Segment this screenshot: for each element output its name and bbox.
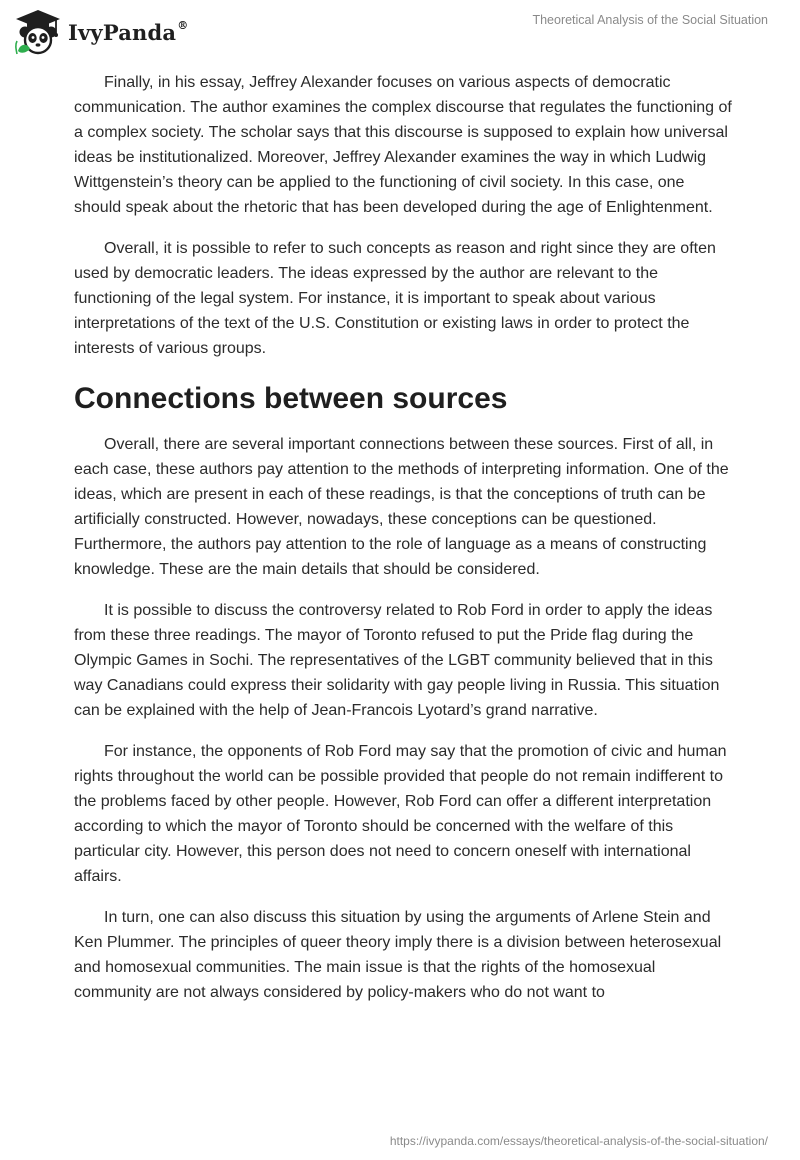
paragraph: It is possible to discuss the controversy related to Rob Ford in order to apply the ideas from these three readings. The mayor of Toronto refused to put the Pride flag during the Olympic Games in Sochi. The representatives of the LGBT community believed that in this way Canadians could express their solidarity with gay people living in Russia. This situation can be explained with the help of Jean-Francois Lyotard’s grand narrative. xyxy=(74,602,720,719)
source-url-link[interactable]: https://ivypanda.com/essays/theoretical-analysis-of-the-social-situation/ xyxy=(389,1134,768,1148)
section-heading: Connections between sources xyxy=(74,382,508,415)
registered-mark: ® xyxy=(177,18,189,32)
page-header xyxy=(0,0,800,64)
document-title: Theoretical Analysis of the Social Situation xyxy=(532,13,768,27)
panda-graduate-icon xyxy=(14,7,62,57)
paragraph: Overall, there are several important connections between these sources. First of all, in each case, these authors pay attention to the methods of interpreting information. One of the ideas, which are present in each of these readings, is that the conceptions of truth can be artificially constructed. However, nowadays, these conceptions can be questioned. Furthermore, the authors pay attention to the role of language as a means of constructing knowledge. These are the main details that should be considered. xyxy=(74,436,729,578)
paragraph: Finally, in his essay, Jeffrey Alexander focuses on various aspects of democratic communication. The author examines the complex discourse that regulates the functioning of a complex society. The scholar says that this discourse is supposed to explain how universal ideas be institutionalized. Moreover, Jeffrey Alexander examines the way in which Ludwig Wittgenstein’s theory can be applied to the functioning of civil society. In this case, one should speak about the rhetoric that has been developed during the age of Enlightenment. xyxy=(74,74,732,216)
brand-name: IvyPanda® xyxy=(68,18,189,45)
brand-logo[interactable] xyxy=(14,6,188,58)
paragraph: For instance, the opponents of Rob Ford may say that the promotion of civic and human rights throughout the world can be possible provided that people do not remain indifferent to the problems faced by other people. However, Rob Ford can offer a different interpretation according to which the mayor of Toronto should be concerned with the welfare of this particular city. However, this person does not need to concern oneself with international affairs. xyxy=(74,743,727,885)
paragraph: Overall, it is possible to refer to such concepts as reason and right since they are often used by democratic leaders. The ideas expressed by the author are relevant to the functioning of the legal system. For instance, it is important to speak about various interpretations of the text of the U.S. Constitution or existing laws in order to protect the interests of various groups. xyxy=(74,240,716,357)
paragraph: In turn, one can also discuss this situation by using the arguments of Arlene Stein and Ken Plummer. The principles of queer theory imply there is a division between heterosexual and homosexual communities. The main issue is that the rights of the homosexual community are not always considered by policy-makers who do not want to xyxy=(74,909,722,1001)
essay-content xyxy=(74,70,734,1021)
